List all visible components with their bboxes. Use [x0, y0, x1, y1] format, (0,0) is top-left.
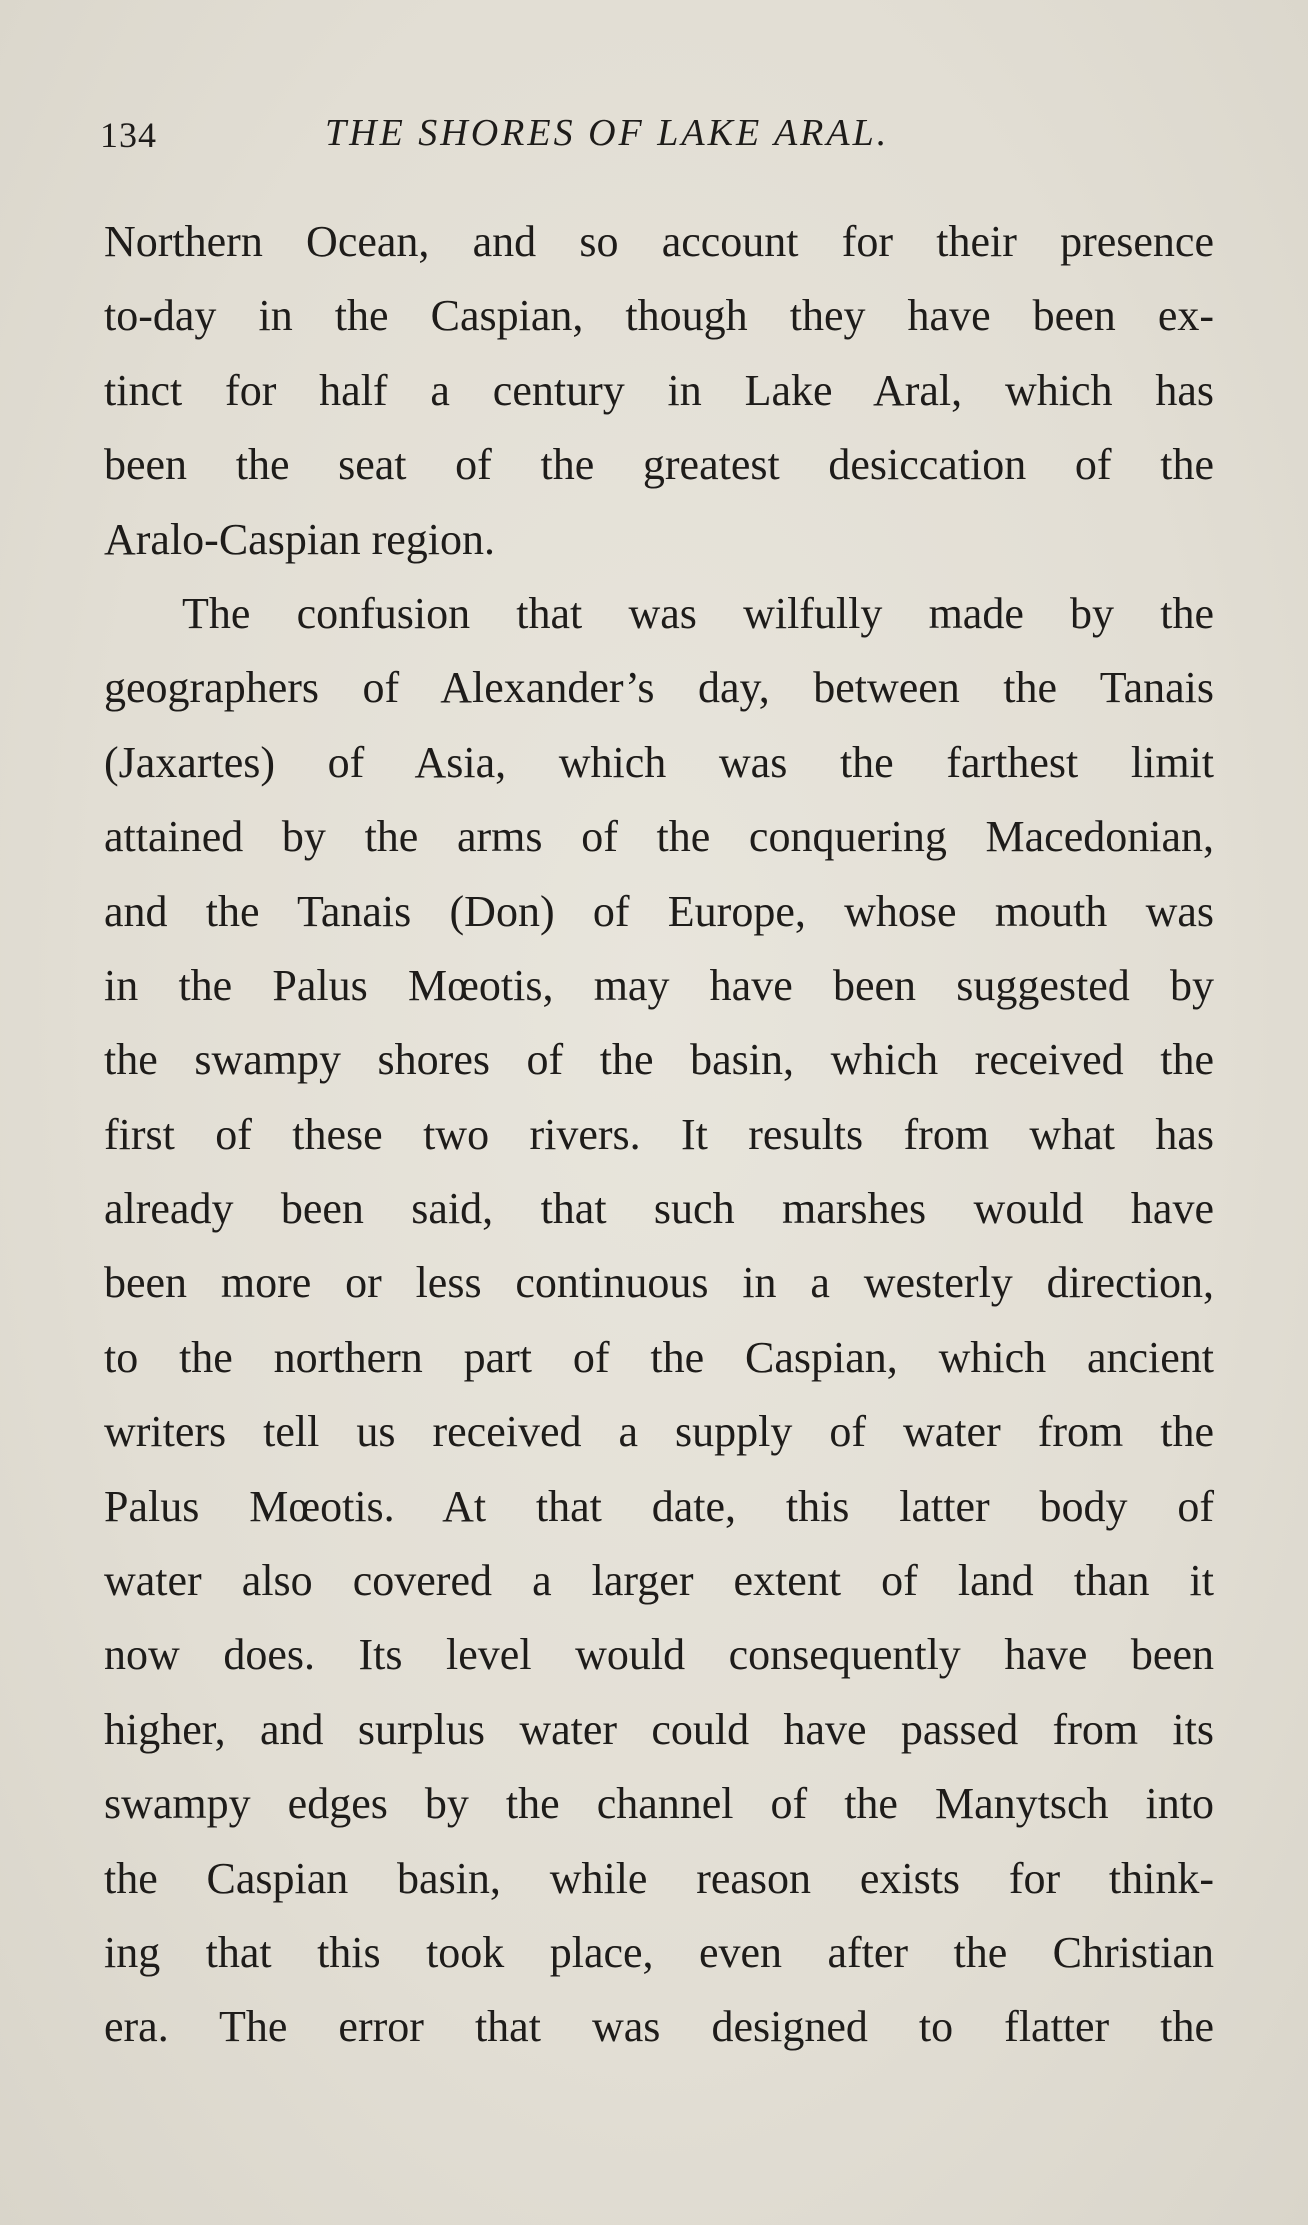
text-line: Palus Mœotis. At that date, this latter body of — [104, 1481, 1214, 1531]
body-text — [104, 205, 1214, 2065]
text-line: now does. Its level would consequently have been — [104, 1630, 1214, 1680]
text-line: The confusion that was wilfully made by the — [182, 588, 1214, 638]
text-line: the swampy shores of the basin, which received the — [104, 1035, 1214, 1085]
text-line: Aralo-Caspian region. — [104, 514, 495, 564]
text-line: first of these two rivers. It results from what has — [104, 1109, 1214, 1159]
text-line: already been said, that such marshes would have — [104, 1184, 1214, 1234]
text-line: ing that this took place, even after the Christian — [104, 1927, 1214, 1977]
running-title: THE SHORES OF LAKE ARAL. — [325, 112, 890, 154]
text-line: been the seat of the greatest desiccation of the — [104, 440, 1214, 490]
text-line: tinct for half a century in Lake Aral, which has — [104, 365, 1214, 415]
text-line: been more or less continuous in a westerly direction, — [104, 1258, 1214, 1308]
text-line: swampy edges by the channel of the Manytsch into — [104, 1779, 1214, 1829]
text-line: geographers of Alexander’s day, between the Tanais — [104, 663, 1214, 713]
text-line: water also covered a larger extent of land than it — [104, 1556, 1214, 1606]
text-line: attained by the arms of the conquering Macedonian, — [104, 812, 1214, 862]
running-head — [100, 108, 1210, 158]
text-line: Northern Ocean, and so account for their presence — [104, 217, 1214, 266]
page-number: 134 — [100, 115, 157, 155]
text-line: era. The error that was designed to flatter the — [104, 2002, 1214, 2052]
text-line: and the Tanais (Don) of Europe, whose mouth was — [104, 886, 1214, 936]
text-line: writers tell us received a supply of water from the — [104, 1407, 1214, 1457]
text-line: the Caspian basin, while reason exists for think- — [104, 1853, 1214, 1903]
text-line: (Jaxartes) of Asia, which was the farthest limit — [104, 737, 1214, 787]
text-line: to the northern part of the Caspian, which ancient — [104, 1332, 1214, 1382]
text-line: to-day in the Caspian, though they have been ex- — [104, 291, 1214, 341]
text-line: in the Palus Mœotis, may have been suggested by — [104, 960, 1214, 1010]
text-line: higher, and surplus water could have passed from its — [104, 1704, 1214, 1754]
